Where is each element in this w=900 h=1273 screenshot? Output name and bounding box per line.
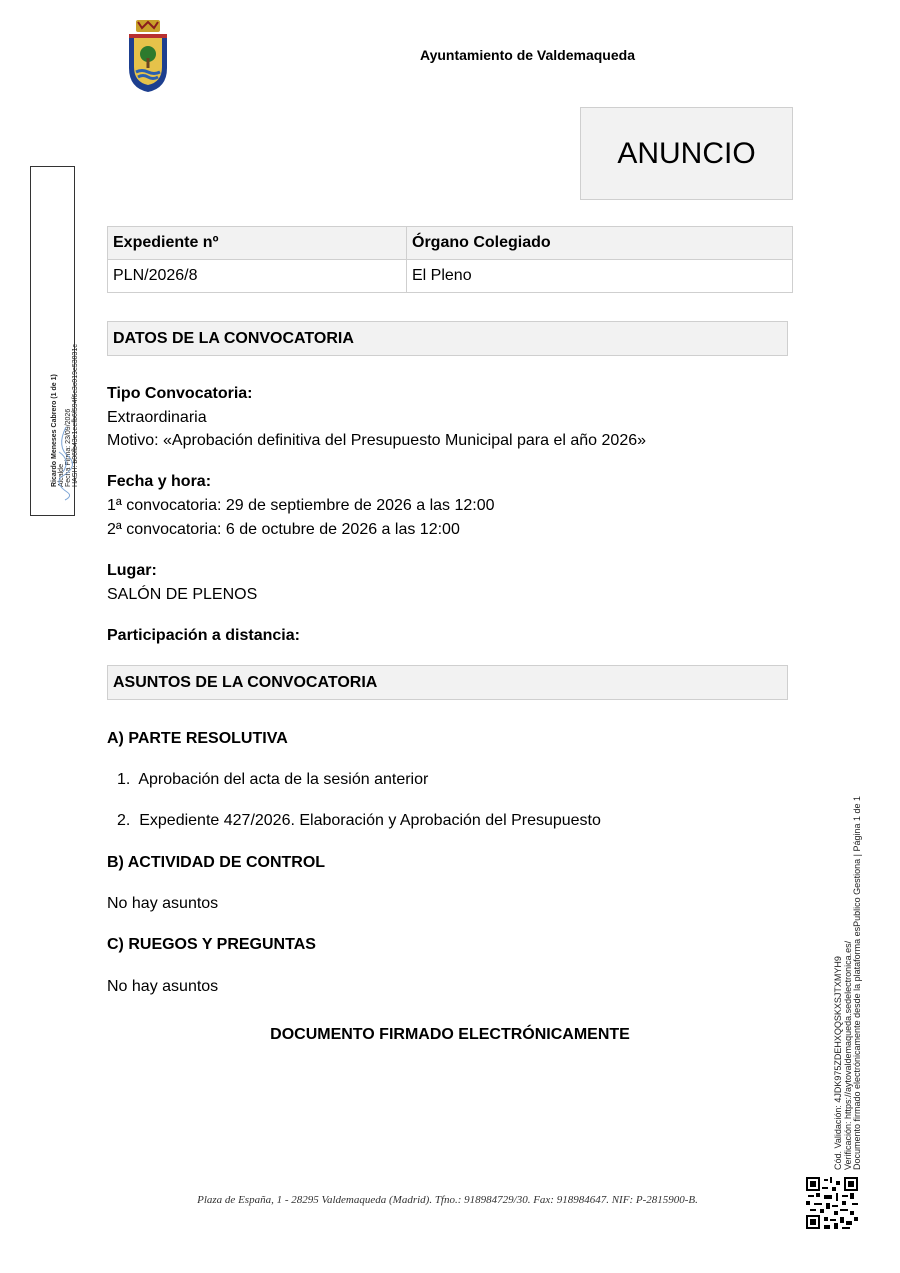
verification-block: [834, 770, 863, 1170]
list-item-number: 1.: [117, 771, 131, 788]
signer-name: Ricardo Meneses Cabrero (1 de 1): [51, 374, 58, 487]
participacion-label: Participación a distancia:: [107, 627, 300, 644]
parte-a-title: A) PARTE RESOLUTIVA: [107, 730, 288, 747]
verification-note: Documento firmado electrónicamente desde la plataforma esPublico Gestiona | Página 1 de 1: [852, 795, 862, 1170]
expediente-number: PLN/2026/8: [108, 260, 407, 293]
table-header-row: [108, 227, 793, 260]
list-item-text: Expediente 427/2026. Elaboración y Aprobación del Presupuesto: [139, 812, 601, 829]
parte-c-title: C) RUEGOS Y PREGUNTAS: [107, 936, 316, 953]
section-datos-title: DATOS DE LA CONVOCATORIA: [107, 321, 788, 356]
header-organo: Órgano Colegiado: [407, 227, 793, 260]
list-item-text: Aprobación del acta de la sesión anterior: [138, 771, 429, 788]
list-item-number: 2.: [117, 812, 131, 829]
tipo-label: Tipo Convocatoria:: [107, 385, 253, 402]
footer-address: Plaza de España, 1 - 28295 Valdemaqueda (Madrid). Tfno.: 918984729/30. Fax: 918984647. NIF: P-2815900-B.: [197, 1194, 698, 1206]
signature-box: [30, 166, 79, 516]
fecha-label: Fecha y hora:: [107, 473, 212, 490]
organo-value: El Pleno: [407, 260, 793, 293]
lugar-label: Lugar:: [107, 562, 157, 579]
expediente-table: [107, 226, 793, 293]
document-type-box: [580, 107, 793, 200]
municipal-crest-logo: [126, 20, 170, 94]
signed-notice: DOCUMENTO FIRMADO ELECTRÓNICAMENTE: [270, 1026, 630, 1043]
lugar-value: SALÓN DE PLENOS: [107, 586, 258, 603]
institution-name: Ayuntamiento de Valdemaqueda: [420, 47, 635, 63]
motivo-text: Motivo: «Aprobación definitiva del Presupuesto Municipal para el año 2026»: [107, 432, 647, 449]
second-call-date: 2ª convocatoria: 6 de octubre de 2026 a las 12:00: [107, 521, 460, 538]
validation-code: Cód. Validación: 4JDK975ZDEHXQQSKXSJTXMYH9: [833, 956, 843, 1170]
handwritten-signature-mark: [51, 422, 81, 502]
list-item: [117, 812, 601, 830]
first-call-date: 1ª convocatoria: 29 de septiembre de 2026 a las 12:00: [107, 497, 495, 514]
section-asuntos-title: ASUNTOS DE LA CONVOCATORIA: [107, 665, 788, 700]
header-expediente: Expediente nº: [108, 227, 407, 260]
document-type-title: ANUNCIO: [617, 136, 756, 170]
parte-b-title: B) ACTIVIDAD DE CONTROL: [107, 854, 326, 871]
qr-code-icon: [806, 1177, 858, 1229]
signature-date: Fecha Firma: 23/09/2026: [65, 408, 72, 487]
signer-role: Alcalde: [58, 464, 65, 487]
list-item: [117, 771, 428, 789]
table-row: [108, 260, 793, 293]
verification-url: Verificación: https://aytovaldemaqueda.sedelectronica.es/: [842, 940, 853, 1170]
parte-b-text: No hay asuntos: [107, 895, 219, 912]
signature-hash: HASH: b06fb43e1eefb6f594f6c3c019e53031c: [72, 344, 79, 487]
tipo-value: Extraordinaria: [107, 409, 207, 426]
parte-c-text: No hay asuntos: [107, 978, 219, 995]
